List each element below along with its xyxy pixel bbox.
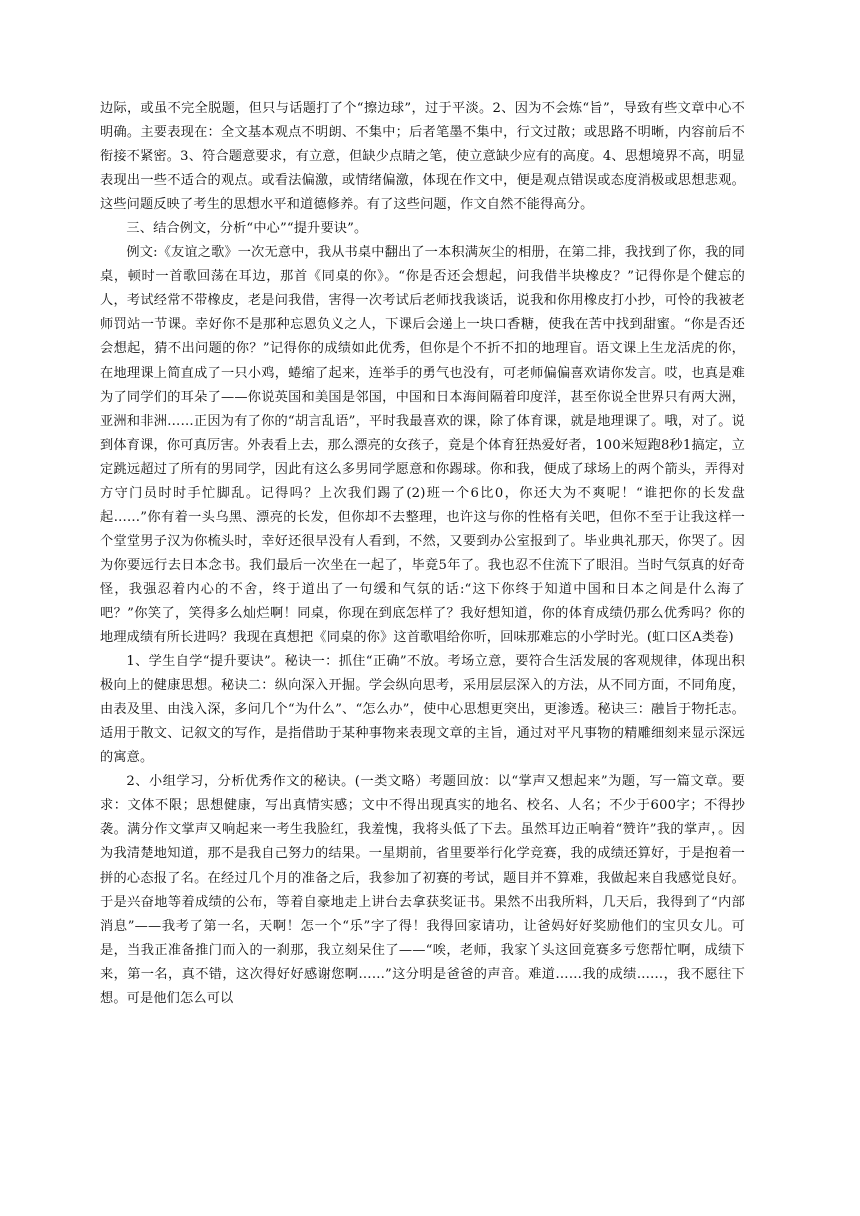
group-study-paragraph: 2、小组学习，分析优秀作文的秘诀。(一类文略）考题回放：以“掌声又想起来”为题，写一篇文章。要求：文体不限；思想健康，写出真情实感；文中不得出现真实的地名、校名、人名；不少于600字；不得抄袭。满分作文掌声又响起来一考生我脸红，我羞愧，我将头低了下去。虽然耳边正响着“赞许”我的掌声，。因为我清楚地知道，那不是我自己努力的结果。一星期前，省里要举行化学竞赛，我的成绩还算好，于是抱着一拼的心态报了名。在经过几个月的准备之后，我参加了初赛的考试，题目并不算难，我做起来自我感觉良好。于是兴奋地等着成绩的公布，等着自豪地走上讲台去拿获奖证书。果然不出我所料，几天后，我得到了“内部消息”——我考了第一名，天啊！怎一个“乐”字了得！我得回家请功，让爸妈好好奖励他们的宝贝女儿。可是，当我正准备推门而入的一刹那，我立刻呆住了——“唉，老师，我家丫头这回竟赛多亏您帮忙啊，成绩下来，第一名，真不错，这次得好好感谢您啊……”这分明是爸爸的声音。难道……我的成绩……，我不愿往下想。可是他们怎么可以 [100, 774, 745, 1006]
document-page [100, 97, 745, 1011]
body-paragraph-continued: 边际，或虽不完全脱题，但只与话题打了个“擦边球”，过于平淡。2、因为不会炼“旨”，导致有些文章中心不明确。主要表现在：全文基本观点不明朗、不集中；后者笔墨不集中，行文过散；或思路不明晰，内容前后不衔接不紧密。3、符合题意要求，有立意，但缺少点睛之笔，使立意缺少应有的高度。4、思想境界不高，明显表现出一些不适合的观点。或看法偏激，或情绪偏激，体现在作文中，便是观点错误或态度消极或思想悲观。这些问题反映了考生的思想水平和道德修养。有了这些问题，作文自然不能得高分。 [100, 101, 745, 213]
section-heading-three: 三、结合例文，分析“中心”“提升要诀”。 [126, 221, 368, 237]
self-study-paragraph: 1、学生自学“提升要诀”。秘诀一：抓住“正确”不放。考场立意，要符合生活发展的客观规律，体现出积极向上的健康思想。秘诀二：纵向深入开掘。学会纵向思考，采用层层深入的方法，从不同方面，不同角度，由表及里、由浅入深，多问几个“为什么”、“怎么办”，使中心思想更突出，更渗透。秘诀三：融旨于物托志。适用于散文、记叙文的写作，是指借助于某种事物来表现文章的主旨，通过对平凡事物的精雕细刻来显示深远的寓意。 [100, 654, 745, 766]
example-essay-paragraph: 例文:《友谊之歌》一次无意中，我从书桌中翻出了一本积满灰尘的相册，在第二排，我找到了你，我的同桌，顿时一首歌回荡在耳边，那首《同桌的你》。“你是否还会想起，问我借半块橡皮？”记得你是个健忘的人，考试经常不带橡皮，老是问我借，害得一次考试后老师找我谈话，说我和你用橡皮打小抄，可怜的我被老师罚站一节课。幸好你不是那种忘恩负义之人，下课后会递上一块口香糖，使我在苦中找到甜蜜。“你是否还会想起，猜不出问题的你？”记得你的成绩如此优秀，但你是个不折不扣的地理盲。语文课上生龙活虎的你，在地理课上简直成了一只小鸡，蜷缩了起来，连举手的勇气也没有，可老师偏偏喜欢请你发言。哎，也真是难为了同学们的耳朵了——你说英国和美国是邻国，中国和日本海间隔着印度洋，甚至你说全世界只有两大洲，亚洲和非洲……正因为有了你的“胡言乱语”，平时我最喜欢的课，除了体育课，就是地理课了。哦，对了。说到体育课，你可真厉害。外表看上去，那么漂亮的女孩子，竟是个体育狂热爱好者，100米短跑8秒1搞定，立定跳远超过了所有的男同学，因此有这么多男同学愿意和你踢球。你和我，便成了球场上的两个箭头，弄得对方守门员时时手忙脚乱。记得吗？上次我们踢了(2)班一个6比0，你还大为不爽呢！“谁把你的长发盘起……”你有着一头乌黑、漂亮的长发，但你却不去整理，也许这与你的性格有关吧，但你不至于让我这样一个堂堂男子汉为你梳头时，幸好还很早没有人看到，不然，又要到办公室报到了。毕业典礼那天，你哭了。因为你要远行去日本念书。我们最后一次坐在一起了，毕竟5年了。我也忍不住流下了眼泪。当时气氛真的好奇怪，我强忍着内心的不舍，终于道出了一句缓和气氛的话:“这下你终于知道中国和日本之间是什么海了吧？”你笑了，笑得多么灿烂啊！同桌，你现在到底怎样了？我好想知道，你的体育成绩仍那么优秀吗？你的地理成绩有所长进吗？我现在真想把《同桌的你》这首歌唱给你听，回味那难忘的小学时光。(虹口区A类卷) [100, 245, 745, 646]
